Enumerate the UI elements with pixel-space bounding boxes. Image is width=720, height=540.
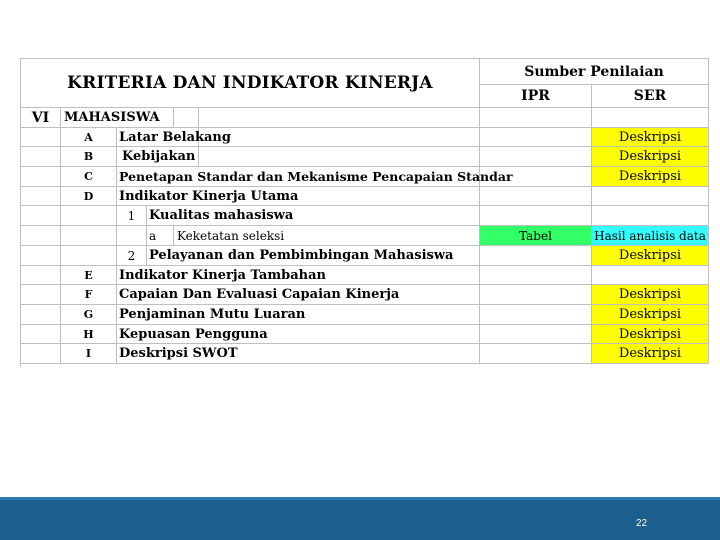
row-label-a: Latar Belakang (117, 128, 199, 147)
ipr-cell-d (480, 187, 592, 206)
empty-cell (61, 206, 117, 226)
row-label-i: Deskripsi SWOT (117, 344, 480, 364)
ser-cell-d (592, 187, 709, 206)
ser-cell-d1a: Hasil analisis data (592, 226, 709, 246)
empty-cell (174, 108, 199, 128)
footer-accent-line (0, 497, 720, 500)
ser-cell-i: Deskripsi (592, 344, 709, 364)
ipr-cell-d1 (480, 206, 592, 226)
row-code-b: B (61, 147, 117, 167)
ipr-cell-g (480, 305, 592, 325)
left-gutter (21, 206, 61, 226)
empty-cell (592, 108, 709, 128)
row-code-d1: 1 (117, 206, 147, 226)
ser-cell-c: Deskripsi (592, 167, 709, 187)
row-code-d1a: a (147, 226, 174, 246)
left-gutter (21, 167, 61, 187)
empty-cell (117, 226, 147, 246)
row-code-f: F (61, 285, 117, 305)
row-code-h: H (61, 325, 117, 344)
ser-cell-g: Deskripsi (592, 305, 709, 325)
empty-cell (480, 108, 592, 128)
row-code-g: G (61, 305, 117, 325)
ser-cell-a: Deskripsi (592, 128, 709, 147)
row-code-e: E (61, 266, 117, 285)
left-gutter (21, 285, 61, 305)
row-label-d: Indikator Kinerja Utama (117, 187, 480, 206)
row-code-i: I (61, 344, 117, 364)
left-gutter (21, 226, 61, 246)
row-label-b: Kebijakan (117, 147, 199, 167)
row-label-d1: Kualitas mahasiswa (147, 206, 480, 226)
table-title: KRITERIA DAN INDIKATOR KINERJA (21, 59, 480, 108)
ipr-cell-e (480, 266, 592, 285)
row-label-f: Capaian Dan Evaluasi Capaian Kinerja (117, 285, 480, 305)
row-label-d2: Pelayanan dan Pembimbingan Mahasiswa (147, 246, 480, 266)
section-label: MAHASISWA (61, 108, 174, 128)
left-gutter (21, 128, 61, 147)
sumber-penilaian-header: Sumber Penilaian (480, 59, 709, 85)
row-label-h: Kepuasan Pengguna (117, 325, 480, 344)
ipr-cell-i (480, 344, 592, 364)
ipr-cell-h (480, 325, 592, 344)
ser-cell-f: Deskripsi (592, 285, 709, 305)
row-label-c: Penetapan Standar dan Mekanisme Pencapaian Standar (117, 167, 480, 187)
criteria-table (20, 58, 709, 367)
row-code-a: A (61, 128, 117, 147)
empty-cell (61, 246, 117, 266)
empty-cell (199, 108, 480, 128)
ser-cell-d2: Deskripsi (592, 246, 709, 266)
row-code-c: C (61, 167, 117, 187)
left-gutter (21, 147, 61, 167)
ser-cell-b: Deskripsi (592, 147, 709, 167)
left-gutter (21, 305, 61, 325)
left-gutter (21, 187, 61, 206)
ipr-cell-c (480, 167, 592, 187)
ipr-cell-b (480, 147, 592, 167)
row-code-d: D (61, 187, 117, 206)
ser-cell-e (592, 266, 709, 285)
left-gutter (21, 266, 61, 285)
page-number: 22 (636, 518, 648, 529)
ipr-column-header: IPR (480, 85, 592, 108)
empty-cell (199, 147, 480, 167)
left-gutter (21, 325, 61, 344)
ipr-cell-d2 (480, 246, 592, 266)
left-gutter (21, 344, 61, 364)
ser-cell-d1 (592, 206, 709, 226)
empty-cell (61, 226, 117, 246)
empty-cell (199, 128, 480, 147)
ipr-cell-a (480, 128, 592, 147)
ser-cell-h: Deskripsi (592, 325, 709, 344)
row-label-g: Penjaminan Mutu Luaran (117, 305, 480, 325)
row-label-d1a: Keketatan seleksi (174, 226, 480, 246)
section-code: VI (21, 108, 61, 128)
ipr-cell-f (480, 285, 592, 305)
footer-bar (0, 497, 720, 540)
ipr-cell-d1a: Tabel (480, 226, 592, 246)
ser-column-header: SER (592, 85, 709, 108)
row-code-d2: 2 (117, 246, 147, 266)
left-gutter (21, 246, 61, 266)
row-label-e: Indikator Kinerja Tambahan (117, 266, 480, 285)
